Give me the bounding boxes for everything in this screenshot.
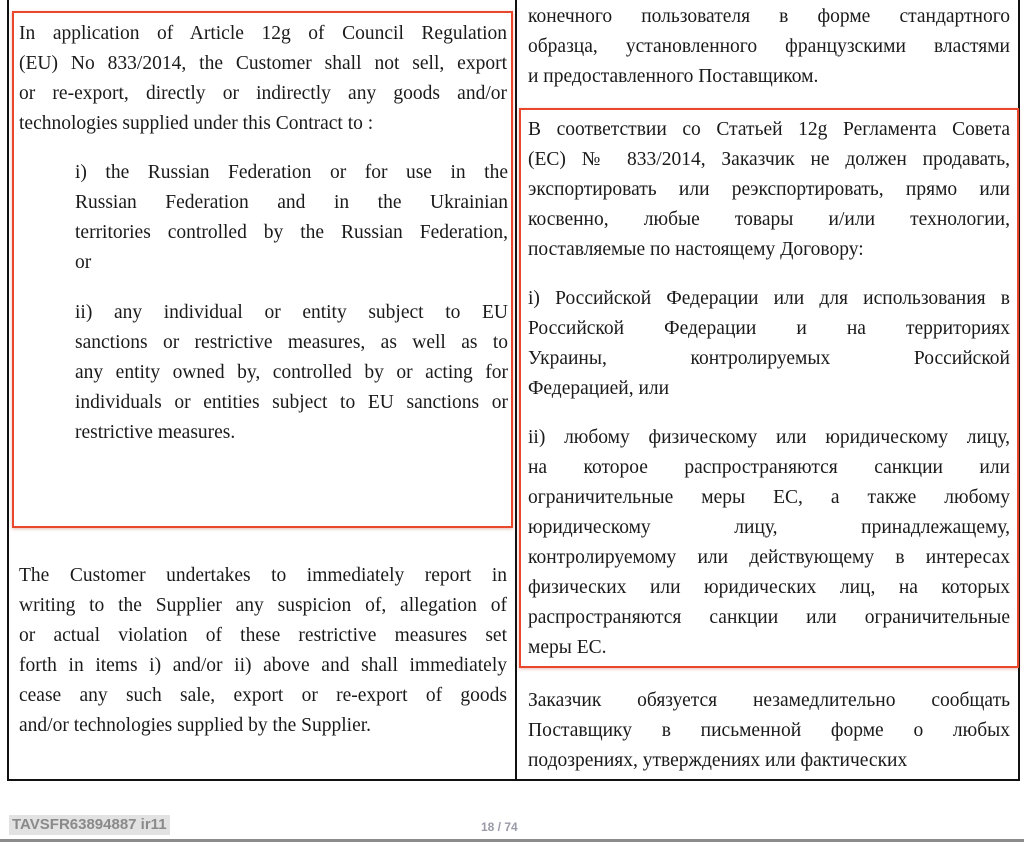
table-column-divider (515, 0, 517, 781)
text-line: any entity owned by, controlled by or acting for (75, 362, 508, 383)
text-line: forth in items i) and/or ii) above and shall immediately (19, 655, 507, 676)
text-line: образца, установленного французскими властями (528, 36, 1010, 57)
text-line: ii) любому физическому или юридическому лицу, (528, 427, 1010, 448)
text-line: Поставщику в письменной форме о любых (528, 720, 1010, 741)
ru-clause-intro (528, 115, 1010, 265)
text-line: и предоставленного Поставщиком. (528, 66, 819, 87)
text-line: ii) any individual or entity subject to EU (75, 302, 508, 323)
table-border-bottom (7, 779, 1020, 781)
text-line: юридическому лицу, принадлежащему, (528, 517, 1010, 538)
text-line: экспортировать или реэкспортировать, прямо или (528, 179, 1010, 200)
text-line: or re-export, directly or indirectly any goods and/or (19, 83, 507, 104)
text-line: i) the Russian Federation or for use in the (75, 162, 508, 183)
en-clause-intro (19, 19, 507, 139)
document-id-label: TAVSFR63894887 ir11 (9, 815, 170, 835)
text-line: поставляемые по настоящему Договору: (528, 239, 864, 260)
text-line: restrictive measures. (75, 422, 236, 443)
text-line: Russian Federation and in the Ukrainian (75, 192, 508, 213)
text-line: or actual violation of these restrictive measures set (19, 625, 507, 646)
ru-clause-item-i (528, 284, 1010, 404)
text-line: контролируемому или действующему в интересах (528, 547, 1010, 568)
text-line: ограничительные меры ЕС, а также любому (528, 487, 1010, 508)
text-line: The Customer undertakes to immediately report in (19, 565, 507, 586)
text-line: Украины, контролируемых Российской (528, 348, 1010, 369)
text-line: косвенно, любые товары и/или технологии, (528, 209, 1010, 230)
text-line: (EU) No 833/2014, the Customer shall not sell, export (19, 53, 507, 74)
text-line: (ЕС) № 833/2014, Заказчик не должен продавать, (528, 149, 1010, 170)
text-line: territories controlled by the Russian Federation, (75, 222, 508, 243)
ru-reporting-obligation (528, 686, 1010, 776)
text-line: физических или юридических лиц, на которых (528, 577, 1010, 598)
text-line: and/or technologies supplied by the Supplier. (19, 715, 372, 736)
en-clause-item-i (75, 158, 508, 278)
table-border-left (7, 0, 9, 781)
text-line: Федерацией, или (528, 378, 670, 399)
text-line: sanctions or restrictive measures, as well as to (75, 332, 508, 353)
text-line: меры ЕС. (528, 637, 607, 658)
text-line: В соответствии со Статьей 12g Регламента Совета (528, 119, 1010, 140)
text-line: or (75, 252, 92, 273)
ru-previous-paragraph-continuation (528, 2, 1010, 92)
text-line: In application of Article 12g of Council Regulation (19, 23, 507, 44)
text-line: writing to the Supplier any suspicion of, allegation of (19, 595, 507, 616)
text-line: i) Российской Федерации или для использования в (528, 288, 1010, 309)
page-indicator: 18 / 74 (481, 820, 518, 834)
text-line: распространяются санкции или ограничительные (528, 607, 1010, 628)
text-line: Заказчик обязуется незамедлительно сообщать (528, 690, 1010, 711)
text-line: подозрениях, утверждениях или фактических (528, 750, 908, 771)
ru-clause-item-ii (528, 423, 1010, 663)
en-reporting-obligation (19, 561, 507, 741)
text-line: cease any such sale, export or re-export of goods (19, 685, 507, 706)
text-line: individuals or entities subject to EU sanctions or (75, 392, 508, 413)
text-line: на которое распространяются санкции или (528, 457, 1010, 478)
en-clause-item-ii (75, 298, 508, 448)
text-line: technologies supplied under this Contract to : (19, 113, 374, 134)
text-line: конечного пользователя в форме стандартного (528, 6, 1010, 27)
footer-divider (0, 839, 1024, 842)
text-line: Российской Федерации и на территориях (528, 318, 1010, 339)
